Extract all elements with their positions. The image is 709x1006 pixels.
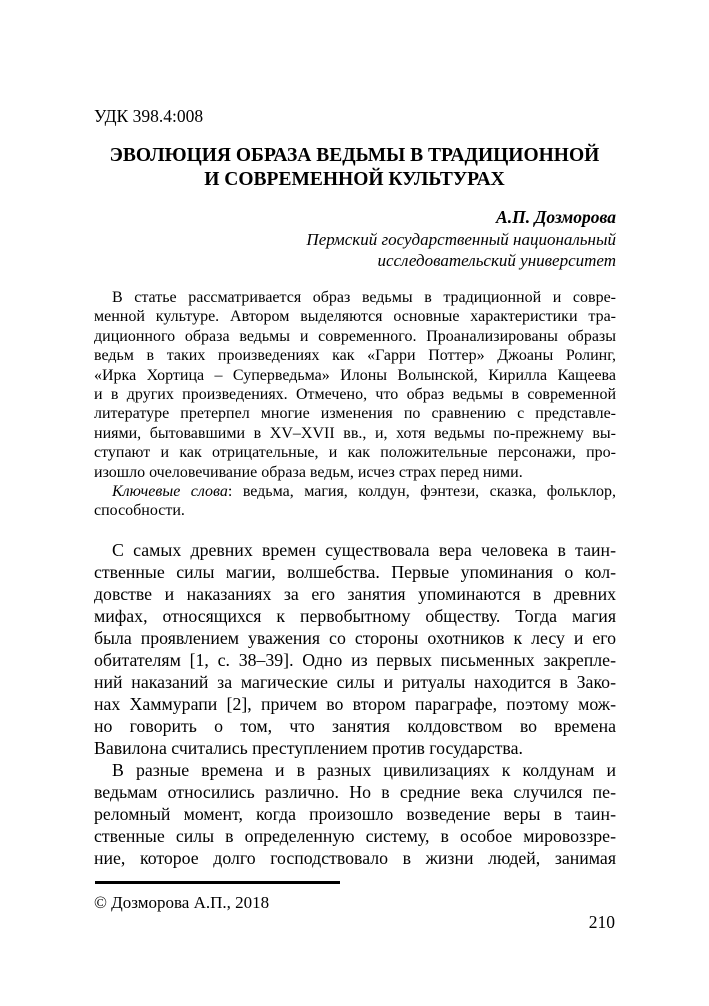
abstract-line: ниями, бытовавшими в XV–XVII вв., и, хотя ведьмы по-прежнему вы- — [94, 424, 616, 442]
keywords-line — [94, 482, 616, 501]
body-line: реломный момент, когда произошло возведение веры в таин- — [94, 804, 616, 824]
abstract-line: ступают и как отрицательные, и как положительные персонажи, про- — [94, 444, 616, 462]
body-line: ведьмам относились различно. Но в средние века случился пе- — [94, 782, 616, 802]
article-title-line-1: ЭВОЛЮЦИЯ ОБРАЗА ВЕДЬМЫ В ТРАДИЦИОННОЙ — [109, 145, 600, 166]
abstract-line: «Ирка Хортица – Суперведьма» Илоны Волынской, Кирилла Кащеева — [94, 366, 616, 384]
body-line: ние, которое долго господствовало в жизни людей, занимая — [94, 848, 616, 868]
abstract-line: диционного образа ведьмы и современного. Проанализированы образы — [94, 327, 616, 345]
abstract-line: и в других произведениях. Отмечено, что образ ведьмы в современной — [94, 386, 616, 404]
body-line: ственные силы в определенную систему, в особое мировоззре- — [94, 826, 616, 846]
abstract-lines — [94, 288, 616, 482]
body-line: В разные времена и в разных цивилизациях к колдунам и — [112, 760, 616, 780]
keywords-label: Ключевые слова — [112, 483, 228, 501]
abstract-line: литературе претерпел многие изменения по сравнению с представле- — [94, 405, 616, 423]
body-line: ственные силы магии, волшебства. Первые упоминания о кол- — [94, 562, 616, 582]
keywords-line-2: способности. — [94, 502, 185, 520]
body-line: мифах, относящихся к первобытному обществу. Тогда магия — [94, 606, 616, 626]
keywords-text: : ведьма, магия, колдун, фэнтези, сказка, фольклор, — [227, 483, 616, 501]
body-line: ний наказаний за магические силы и ритуалы находится в Зако- — [94, 672, 616, 692]
abstract-line: менной культуре. Автором выделяются основные характеристики тра- — [94, 308, 616, 326]
body-paragraph-1 — [94, 539, 616, 759]
author-block — [94, 207, 616, 272]
article-title-line-2: И СОВРЕМЕННОЙ КУЛЬТУРАХ — [204, 168, 505, 190]
body-line: Вавилона считались преступлением против государства. — [94, 738, 523, 758]
affiliation-line-1: Пермский государственный национальный — [306, 229, 616, 249]
author-name: А.П. Дозморова — [496, 207, 616, 227]
body-line: нах Хаммурапи [2], причем во втором параграфе, поэтому мож- — [94, 694, 616, 714]
abstract-section — [94, 288, 616, 521]
page-number: 210 — [588, 912, 615, 932]
body-line: обитателям [1, с. 38–39]. Одно из первых письменных закрепле- — [94, 650, 616, 670]
article-body — [94, 539, 616, 869]
abstract-line: В статье рассматривается образ ведьмы в традиционной и совре- — [112, 289, 616, 306]
abstract-line: изошло очеловечивание образа ведьм, исчез страх перед ними. — [94, 463, 523, 481]
body-line: была проявлением уважения со стороны охотников к лесу и его — [94, 628, 616, 648]
article-title — [0, 144, 709, 191]
body-line: но говорить о том, что занятия колдовством во времена — [94, 716, 616, 736]
affiliation-line-2: исследовательский университет — [377, 251, 616, 271]
body-line: С самых древних времен существовала вера человека в таин- — [112, 540, 616, 560]
abstract-line: ведьм в таких произведениях как «Гарри Поттер» Джоаны Ролинг, — [94, 347, 616, 365]
body-line: довстве и наказаниях за его занятия упоминаются в древних — [94, 584, 616, 604]
body-paragraph-2 — [94, 759, 616, 869]
footnote-separator-rule — [95, 881, 340, 884]
copyright-notice: © Дозморова А.П., 2018 — [94, 893, 270, 912]
udc-code: УДК 398.4:008 — [94, 106, 204, 126]
